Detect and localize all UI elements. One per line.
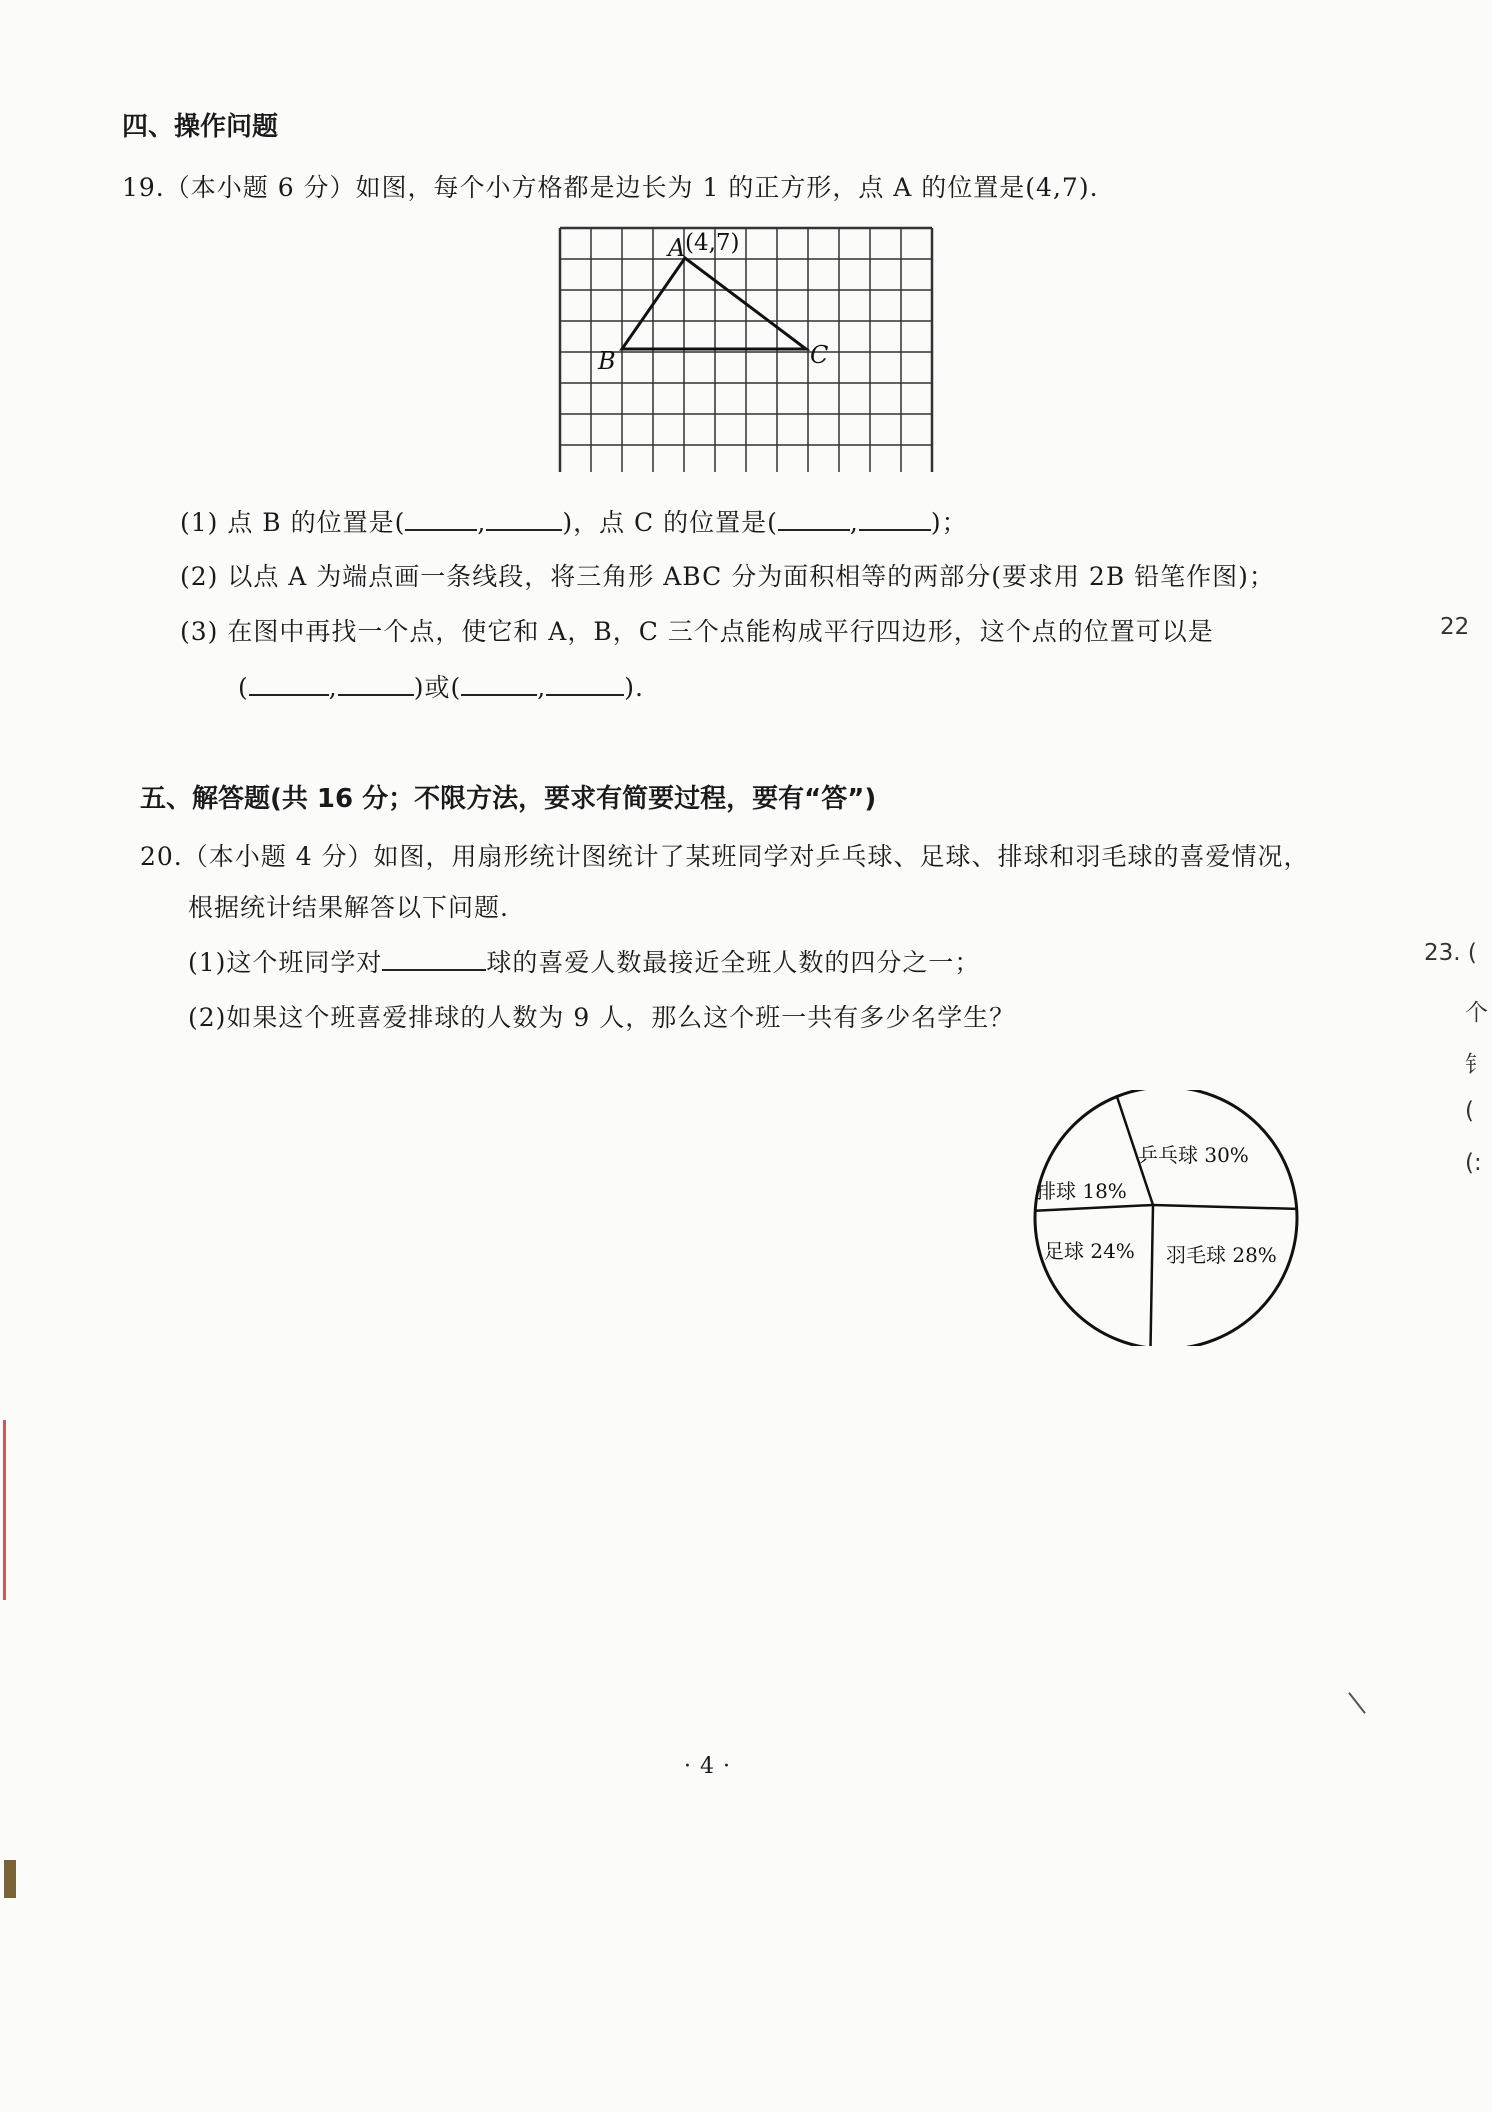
answer-blank-c-y[interactable] [859,503,931,531]
section-5-heading: 五、解答题(共 16 分；不限方法，要求有简要过程，要有“答”) [140,784,877,814]
question-20-intro: 20.（本小题 4 分）如图，用扇形统计图统计了某班同学对乒乓球、足球、排球和羽毛球的喜爱情况， [140,842,1310,871]
question-20-part-1: (1)这个班同学对 球的喜爱人数最接近全班人数的四分之一； [188,943,980,979]
margin-number-23: 23. ( [1424,940,1477,966]
point-c-label: C [810,341,829,369]
scan-edge-mark [3,1420,6,1600]
margin-fragment: (: [1465,1150,1482,1176]
question-19-intro: 19.（本小题 6 分）如图，每个小方格都是边长为 1 的正方形，点 A 的位置是(4,7). [122,173,1099,202]
pie-slice-label: 乒乓球 30% [1138,1143,1249,1167]
page-number: · 4 · [684,1754,731,1779]
answer-blank-d2-x[interactable] [461,668,537,696]
pie-slice-label: 足球 24% [1044,1239,1135,1263]
pie-chart [1030,1090,1310,1346]
question-19-part-1: (1) 点 B 的位置是( , )，点 C 的位置是( , )； [180,503,968,539]
question-20-intro-cont: 根据统计结果解答以下问题. [188,893,509,922]
answer-blank-b-x[interactable] [405,503,477,531]
pie-slice-divider [1151,1205,1154,1346]
point-a-label: A [668,234,686,262]
coordinate-grid-figure [556,224,938,472]
pie-outline [1035,1090,1297,1346]
question-19-part-3-answer-line: ( , )或( , ). [238,668,644,704]
question-19-part-3: (3) 在图中再找一个点，使它和 A，B，C 三个点能构成平行四边形，这个点的位置可以是 [180,617,1214,646]
question-19-part-2: (2) 以点 A 为端点画一条线段，将三角形 ABC 分为面积相等的两部分(要求用 2B 铅笔作图)； [180,562,1275,591]
scan-edge-mark [4,1860,16,1898]
question-20-part-2: (2)如果这个班喜爱排球的人数为 9 人，那么这个班一共有多少名学生？ [188,1003,1016,1032]
margin-number-22: 22 [1440,614,1470,640]
answer-blank-d2-y[interactable] [546,668,624,696]
answer-blank-d1-x[interactable] [249,668,329,696]
scan-stray-mark [1348,1692,1366,1714]
margin-fragment: 个 [1465,1000,1488,1026]
pie-slice-divider [1035,1205,1153,1211]
answer-blank-b-y[interactable] [486,503,562,531]
margin-fragment: ( [1465,1098,1474,1124]
point-a-coordinate: (4,7) [685,230,740,256]
pie-slice-divider [1153,1205,1297,1209]
pie-slice-label: 排球 18% [1036,1179,1127,1203]
answer-blank-c-x[interactable] [778,503,850,531]
pie-slice-label: 羽毛球 28% [1166,1243,1277,1267]
answer-blank-sport[interactable] [382,943,486,971]
triangle-abc [622,258,806,349]
section-4-heading: 四、操作问题 [122,112,279,142]
answer-blank-d1-y[interactable] [338,668,414,696]
margin-fragment: 钅 [1465,1052,1488,1078]
point-b-label: B [598,347,616,375]
